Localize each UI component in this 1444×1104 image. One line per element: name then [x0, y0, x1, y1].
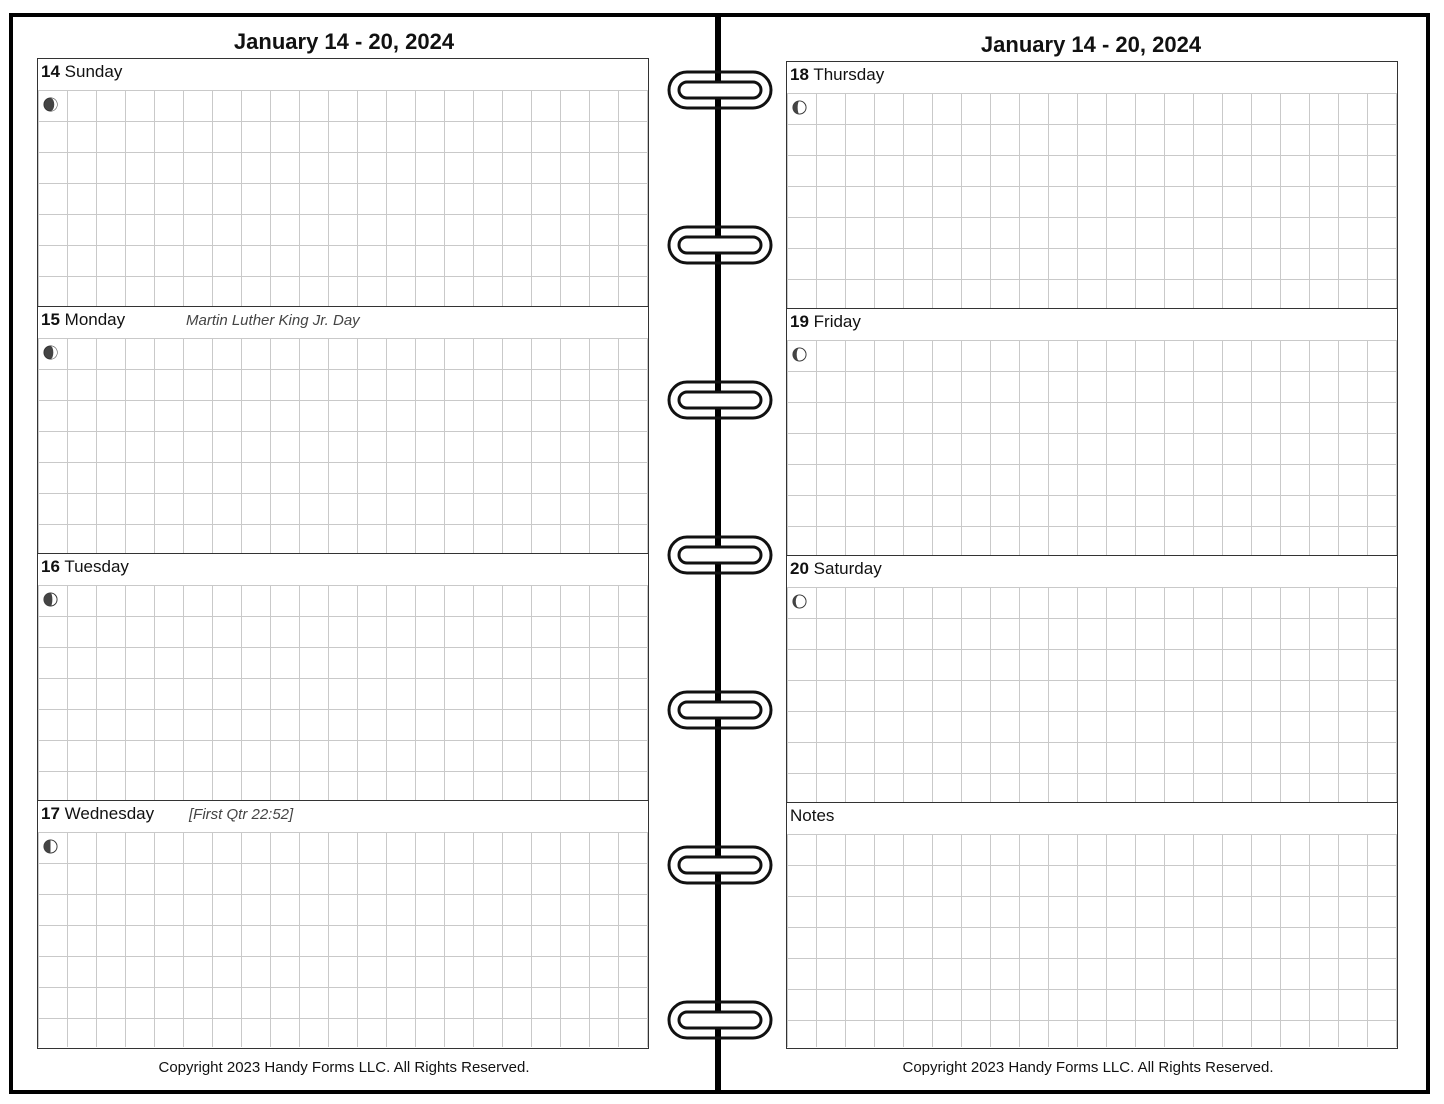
day-section-sunday[interactable] — [38, 59, 648, 307]
day-name: Sunday — [64, 62, 123, 81]
notes-section[interactable] — [787, 803, 1397, 1047]
writing-grid[interactable] — [38, 90, 648, 306]
copyright-left: Copyright 2023 Handy Forms LLC. All Rights Reserved. — [158, 1059, 530, 1076]
writing-grid[interactable] — [38, 585, 648, 800]
day-number: 17 — [41, 804, 60, 823]
day-header — [41, 804, 158, 824]
left-page-panel — [37, 58, 649, 1049]
copyright-right: Copyright 2023 Handy Forms LLC. All Rights Reserved. — [902, 1059, 1274, 1076]
day-name: Monday — [64, 310, 126, 329]
day-header — [41, 557, 133, 577]
day-number: 16 — [41, 557, 60, 576]
page-title-left: January 14 - 20, 2024 — [233, 29, 455, 54]
binder-ring-icon — [667, 69, 773, 111]
day-name: Friday — [813, 312, 861, 331]
binder-ring-icon — [667, 224, 773, 266]
day-header — [790, 65, 888, 85]
writing-grid[interactable] — [787, 340, 1397, 555]
day-name: Thursday — [813, 65, 885, 84]
day-number: 19 — [790, 312, 809, 331]
writing-grid[interactable] — [787, 93, 1397, 308]
writing-grid[interactable] — [787, 587, 1397, 802]
day-section-friday[interactable] — [787, 309, 1397, 556]
writing-grid[interactable] — [38, 832, 648, 1047]
binder-ring-icon — [667, 844, 773, 886]
day-number: 20 — [790, 559, 809, 578]
binder-ring-icon — [667, 999, 773, 1041]
writing-grid[interactable] — [38, 338, 648, 553]
notes-label: Notes — [790, 806, 838, 826]
day-section-saturday[interactable] — [787, 556, 1397, 803]
binder-ring-icon — [667, 689, 773, 731]
day-section-tuesday[interactable] — [38, 554, 648, 801]
moon-phase-icon — [43, 345, 58, 360]
page-title-right: January 14 - 20, 2024 — [980, 32, 1202, 57]
day-name: Tuesday — [64, 557, 129, 576]
moon-phase-icon — [43, 839, 58, 854]
day-number: 14 — [41, 62, 60, 81]
day-header — [41, 62, 126, 82]
moon-phase-icon — [792, 594, 807, 609]
moon-phase-icon — [792, 100, 807, 115]
moon-phase-icon — [43, 592, 58, 607]
day-header — [790, 312, 865, 332]
day-number: 18 — [790, 65, 809, 84]
day-number: 15 — [41, 310, 60, 329]
day-header — [790, 559, 886, 579]
holiday-note: Martin Luther King Jr. Day — [183, 312, 363, 329]
day-section-thursday[interactable] — [787, 62, 1397, 309]
moon-phase-icon — [792, 347, 807, 362]
binder-ring-icon — [667, 379, 773, 421]
day-section-monday[interactable] — [38, 307, 648, 554]
binder-ring-icon — [667, 534, 773, 576]
day-header — [41, 310, 129, 330]
right-page-panel — [786, 61, 1398, 1049]
day-name: Wednesday — [64, 804, 155, 823]
moon-phase-icon — [43, 97, 58, 112]
moon-phase-note: [First Qtr 22:52] — [186, 806, 296, 823]
day-section-wednesday[interactable] — [38, 801, 648, 1047]
day-name: Saturday — [813, 559, 882, 578]
writing-grid[interactable] — [787, 834, 1397, 1047]
